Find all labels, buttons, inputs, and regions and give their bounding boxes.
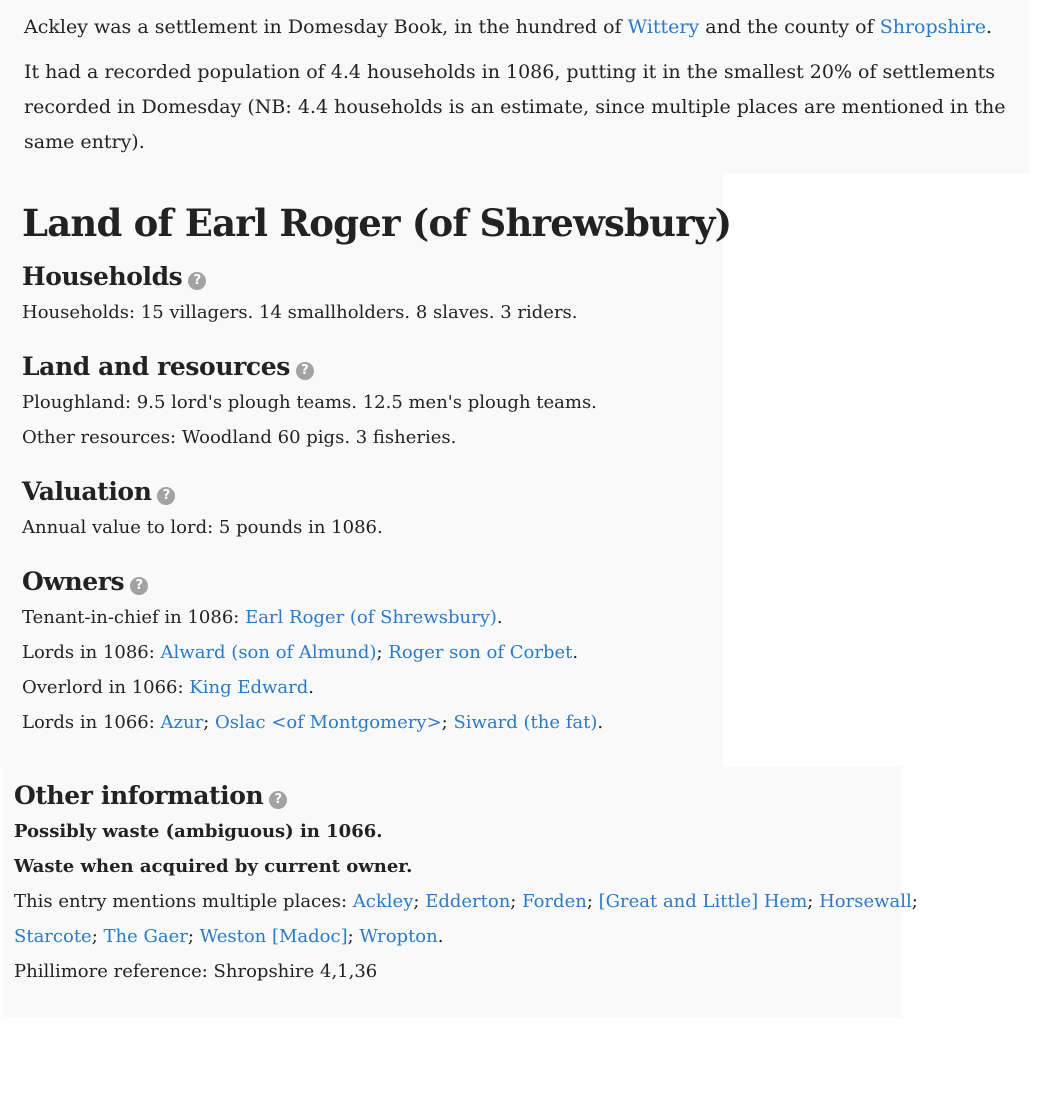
places-label: This entry mentions multiple places: [14,891,353,912]
intro-text: . [986,16,993,38]
punctuation: . [437,926,444,947]
intro-text: and the county of [699,16,880,38]
resources-heading [22,349,723,385]
separator: ; [586,891,599,912]
separator: ; [441,712,454,733]
place-link[interactable]: Starcote [14,926,92,947]
separator: ; [413,891,426,912]
owners-heading-text: Owners [22,567,125,596]
resources-section [22,349,723,455]
intro-panel [0,0,1030,173]
place-link[interactable]: Forden [522,891,587,912]
lords-1086-line [22,635,723,670]
owners-section [22,564,723,740]
separator: ; [376,642,389,663]
phillimore-reference: Phillimore reference: Shropshire 4,1,36 [14,961,378,982]
places-line-continued [14,919,902,954]
other-information-panel [3,767,918,1017]
ploughland-text: Ploughland: 9.5 lord's plough teams. 12.5 men's plough teams. [22,392,597,413]
punctuation: . [496,607,503,628]
lords-1066-line [22,705,723,740]
question-circle-icon[interactable]: ? [130,577,148,595]
lord-link[interactable]: Roger son of Corbet [388,642,573,663]
intro-text: Ackley was a settlement in Domesday Book, in the hundred of [24,16,628,38]
county-link[interactable]: Shropshire [879,16,987,38]
hundred-link[interactable]: Wittery [627,16,700,38]
separator: ; [347,926,360,947]
separator: ; [187,926,200,947]
question-circle-icon[interactable]: ? [269,791,287,809]
lord-link[interactable]: Siward (the fat) [453,712,598,733]
waste-acquired-text: Waste when acquired by current owner. [14,856,413,877]
resources-heading-text: Land and resources [22,352,290,381]
place-link[interactable]: Wropton [359,926,438,947]
punctuation: . [597,712,604,733]
place-link[interactable]: The Gaer [103,926,188,947]
households-heading [22,259,723,295]
question-circle-icon[interactable]: ? [296,362,314,380]
valuation-text: Annual value to lord: 5 pounds in 1086. [22,517,383,538]
waste-1066-text: Possibly waste (ambiguous) in 1066. [14,821,383,842]
land-entry-panel [0,173,732,767]
punctuation: . [308,677,314,698]
households-heading-text: Households [22,262,183,291]
households-text: Households: 15 villagers. 14 smallholders. 8 slaves. 3 riders. [22,302,578,323]
land-title: Land of Earl Roger (of Shrewsbury) [22,201,732,245]
places-line [14,884,918,919]
place-link[interactable]: Horsewall [819,891,912,912]
overlord-1066-line [22,670,723,705]
owners-heading [22,564,723,600]
lord-link[interactable]: Azur [160,712,204,733]
valuation-heading-text: Valuation [22,477,152,506]
separator: ; [911,891,918,912]
place-link[interactable]: Ackley [352,891,414,912]
other-information-heading [14,778,902,814]
question-circle-icon[interactable]: ? [188,272,206,290]
punctuation: . [572,642,579,663]
tenant-in-chief-line [22,600,723,635]
place-link[interactable]: Edderton [425,891,511,912]
overlord-1066-label: Overlord in 1066: [22,677,190,698]
lords-1066-label: Lords in 1066: [22,712,161,733]
place-link[interactable]: Weston [Madoc] [199,926,348,947]
intro-paragraph-population: It had a recorded population of 4.4 households in 1086, putting it in the smallest 20% of settlements recorded in Domesday (NB: 4.4 households is an estimate, since multiple places are mentioned in the same entry). [24,61,1006,153]
question-circle-icon[interactable]: ? [157,487,175,505]
households-section [22,259,723,330]
other-resources-text: Other resources: Woodland 60 pigs. 3 fisheries. [22,427,457,448]
other-information-heading-text: Other information [14,781,264,810]
tenant-in-chief-link[interactable]: Earl Roger (of Shrewsbury) [245,607,497,628]
place-link[interactable]: [Great and Little] Hem [598,891,808,912]
lord-link[interactable]: Oslac <of Montgomery> [215,712,442,733]
valuation-section [22,474,723,545]
separator: ; [203,712,216,733]
intro-paragraph-summary [24,10,1006,45]
tenant-in-chief-label: Tenant-in-chief in 1086: [22,607,246,628]
separator: ; [510,891,523,912]
lords-1086-label: Lords in 1086: [22,642,161,663]
lord-link[interactable]: Alward (son of Almund) [160,642,377,663]
overlord-link[interactable]: King Edward [189,677,309,698]
separator: ; [807,891,820,912]
valuation-heading [22,474,723,510]
separator: ; [91,926,104,947]
